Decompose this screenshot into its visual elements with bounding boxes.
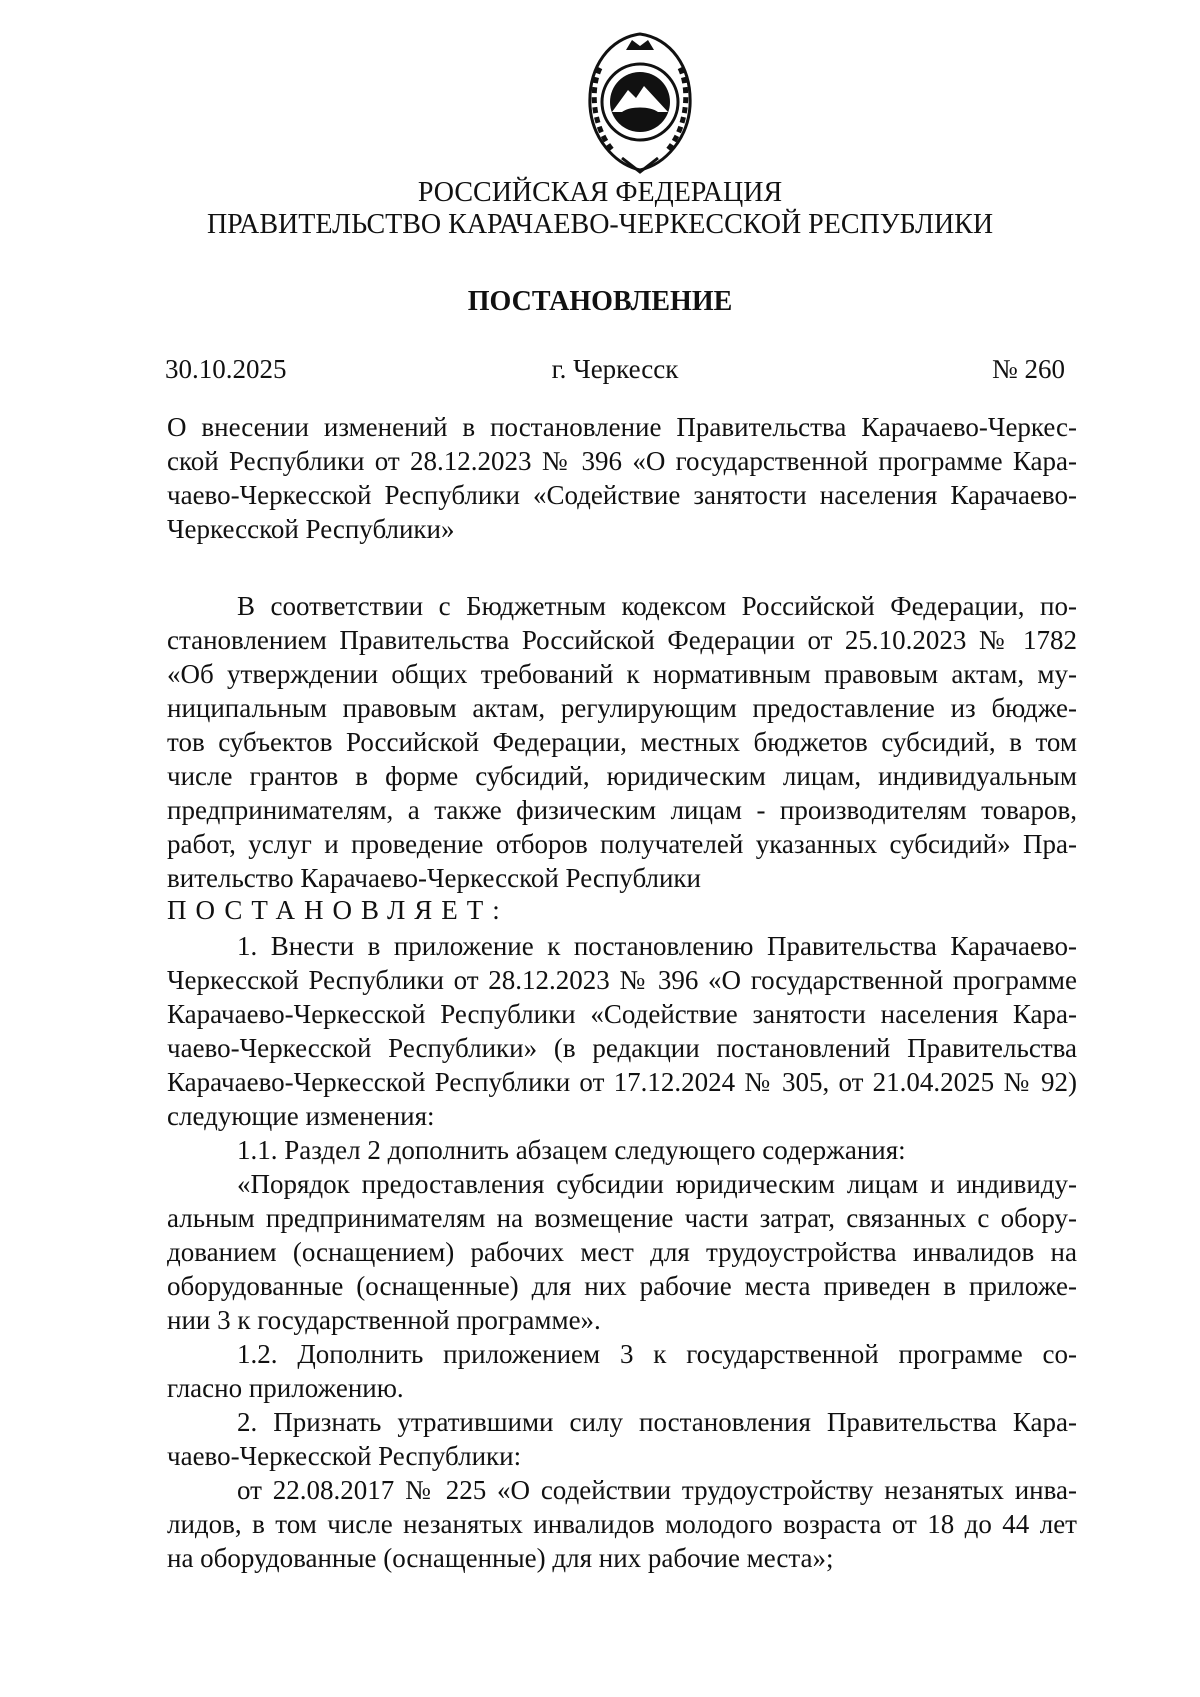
- preamble-line: «Об утверждении общих требований к нормативным правовым актам, му-: [167, 659, 1077, 689]
- preamble-line: ниципальным правовым актам, регулирующим предоставление из бюдже-: [167, 693, 1077, 723]
- document-city: г. Черкесск: [551, 354, 679, 384]
- item-1-line: Карачаево-Черкесской Республики от 17.12.2024 № 305, от 21.04.2025 № 92): [167, 1067, 1077, 1097]
- quote-line: оборудованные (оснащенные) для них рабочие места приведен в приложе-: [167, 1271, 1077, 1301]
- document-meta: [165, 354, 1065, 388]
- item-2-a-line: от 22.08.2017 № 225 «О содействии трудоустройству незанятых инва-: [237, 1475, 1077, 1505]
- document-title: ПОСТАНОВЛЕНИЕ: [467, 286, 733, 317]
- preamble-line: числе грантов в форме субсидий, юридическим лицам, индивидуальным: [167, 761, 1077, 791]
- item-1-2-line: гласно приложению.: [167, 1373, 404, 1403]
- preamble-line: работ, услуг и проведение отборов получателей указанных субсидий» Пра-: [167, 829, 1077, 859]
- document-number: № 260: [991, 354, 1065, 384]
- header-government: ПРАВИТЕЛЬСТВО КАРАЧАЕВО-ЧЕРКЕССКОЙ РЕСПУБЛИКИ: [206, 209, 994, 240]
- quote-line: дованием (оснащением) рабочих мест для трудоустройства инвалидов на: [167, 1237, 1077, 1267]
- subject-line: Черкесской Республики»: [167, 514, 455, 544]
- header-country: РОССИЙСКАЯ ФЕДЕРАЦИЯ: [417, 177, 783, 208]
- subject-line: ской Республики от 28.12.2023 № 396 «О государственной программе Кара-: [167, 446, 1077, 476]
- document-date: 30.10.2025: [165, 354, 287, 384]
- preamble-line: В соответствии с Бюджетным кодексом Российской Федерации, по-: [237, 591, 1077, 621]
- quote-line: альным предпринимателям на возмещение части затрат, связанных с обору-: [167, 1203, 1077, 1233]
- item-2-line: чаево-Черкесской Республики:: [167, 1441, 522, 1471]
- item-2-a-line: на оборудованные (оснащенные) для них рабочие места»;: [167, 1543, 834, 1573]
- item-2-line: 2. Признать утратившими силу постановления Правительства Кара-: [237, 1407, 1077, 1437]
- subject-line: О внесении изменений в постановление Правительства Карачаево-Черкес-: [167, 412, 1077, 442]
- coat-of-arms-emblem: [570, 28, 710, 178]
- item-1-line: Карачаево-Черкесской Республики «Содействие занятости населения Кара-: [167, 999, 1077, 1029]
- item-1-line: Черкесской Республики от 28.12.2023 № 396 «О государственной программе: [167, 965, 1077, 995]
- resolves-heading: ПОСТАНОВЛЯЕТ:: [167, 895, 509, 925]
- preamble-line: становлением Правительства Российской Федерации от 25.10.2023 № 1782: [167, 625, 1077, 655]
- preamble-line: вительство Карачаево-Черкесской Республики: [167, 863, 702, 893]
- quote-line: «Порядок предоставления субсидии юридическим лицам и индивиду-: [237, 1169, 1077, 1199]
- item-1-line: чаево-Черкесской Республики» (в редакции постановлений Правительства: [167, 1033, 1077, 1063]
- subject-line: чаево-Черкесской Республики «Содействие занятости населения Карачаево-: [167, 480, 1077, 510]
- item-1-2-line: 1.2. Дополнить приложением 3 к государственной программе со-: [237, 1339, 1077, 1369]
- preamble-line: тов субъектов Российской Федерации, местных бюджетов субсидий, в том: [167, 727, 1077, 757]
- quote-line: нии 3 к государственной программе».: [167, 1305, 601, 1335]
- item-1-line: 1. Внести в приложение к постановлению Правительства Карачаево-: [237, 931, 1077, 961]
- item-1-line: следующие изменения:: [167, 1101, 435, 1131]
- item-2-a-line: лидов, в том числе незанятых инвалидов молодого возраста от 18 до 44 лет: [167, 1509, 1077, 1539]
- item-1-1-line: 1.1. Раздел 2 дополнить абзацем следующего содержания:: [237, 1135, 906, 1165]
- preamble-line: предпринимателям, а также физическим лицам - производителям товаров,: [167, 795, 1077, 825]
